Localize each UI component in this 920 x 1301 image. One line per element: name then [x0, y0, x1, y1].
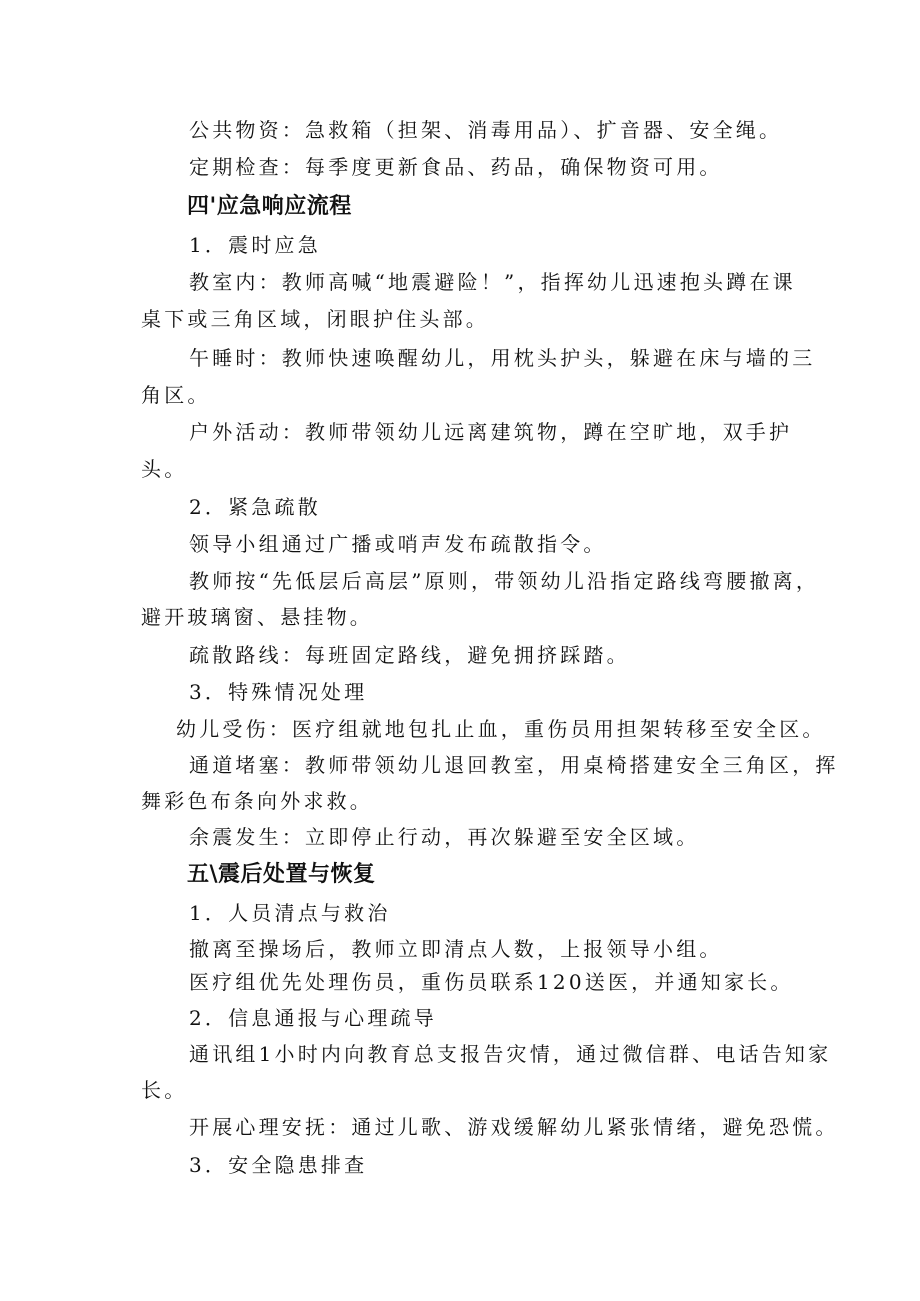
section-heading-emergency-response: 四'应急响应流程: [187, 194, 352, 219]
paragraph-classroom-line1: 教室内：教师高喊“地震避险！”，指挥幼儿迅速抱头蹲在课: [189, 270, 796, 294]
paragraph-classroom-line2: 桌下或三角区域，闭眼护住头部。: [141, 307, 489, 331]
paragraph-blocked-line1: 通道堵塞：教师带领幼儿退回教室，用桌椅搭建安全三角区，挥: [189, 753, 839, 777]
subheading-hazard-check: 3．安全隐患排查: [189, 1153, 368, 1177]
paragraph-aftershock: 余震发生：立即停止行动，再次躲避至安全区域。: [189, 825, 700, 849]
subheading-evacuation: 2．紧急疏散: [189, 495, 321, 519]
paragraph-outdoor-line2: 头。: [141, 457, 188, 481]
paragraph-headcount: 撤离至操场后，教师立即清点人数，上报领导小组。: [189, 937, 723, 961]
paragraph-teacher-line2: 避开玻璃窗、悬挂物。: [141, 605, 373, 629]
paragraph-medical: 医疗组优先处理伤员，重伤员联系120送医，并通知家长。: [189, 970, 794, 994]
paragraph-comfort: 开展心理安抚：通过儿歌、游戏缓解幼儿紧张情绪，避免恐慌。: [189, 1115, 839, 1139]
subheading-info-psych: 2．信息通报与心理疏导: [189, 1006, 437, 1030]
paragraph-blocked-line2: 舞彩色布条向外求救。: [141, 789, 373, 813]
paragraph-teacher-line1: 教师按“先低层后高层”原则，带领幼儿沿指定路线弯腰撤离，: [189, 569, 820, 593]
paragraph-report-line1: 通讯组1小时内向教育总支报告灾情，通过微信群、电话告知家: [189, 1042, 832, 1066]
paragraph-report-line2: 长。: [141, 1078, 188, 1102]
paragraph-outdoor-line1: 户外活动：教师带领幼儿远离建筑物，蹲在空旷地，双手护: [189, 420, 793, 444]
paragraph-nap-line2: 角区。: [141, 383, 211, 407]
paragraph-broadcast: 领导小组通过广播或哨声发布疏散指令。: [189, 532, 607, 556]
subheading-quake-response: 1．震时应急: [189, 233, 321, 257]
paragraph-route: 疏散路线：每班固定路线，避免拥挤踩踏。: [189, 643, 630, 667]
section-heading-post-quake: 五\震后处置与恢复: [187, 862, 376, 887]
paragraph-injury: 幼儿受伤：医疗组就地包扎止血，重伤员用担架转移至安全区。: [176, 717, 826, 741]
paragraph-regular-check: 定期检查：每季度更新食品、药品，确保物资可用。: [189, 155, 723, 179]
paragraph-nap-line1: 午睡时：教师快速唤醒幼儿，用枕头护头，躲避在床与墙的三: [189, 346, 816, 370]
subheading-headcount: 1．人员清点与救治: [189, 901, 391, 925]
paragraph-public-supplies: 公共物资：急救箱（担架、消毒用品）、扩音器、安全绳。: [189, 118, 783, 142]
subheading-special-cases: 3．特殊情况处理: [189, 680, 368, 704]
